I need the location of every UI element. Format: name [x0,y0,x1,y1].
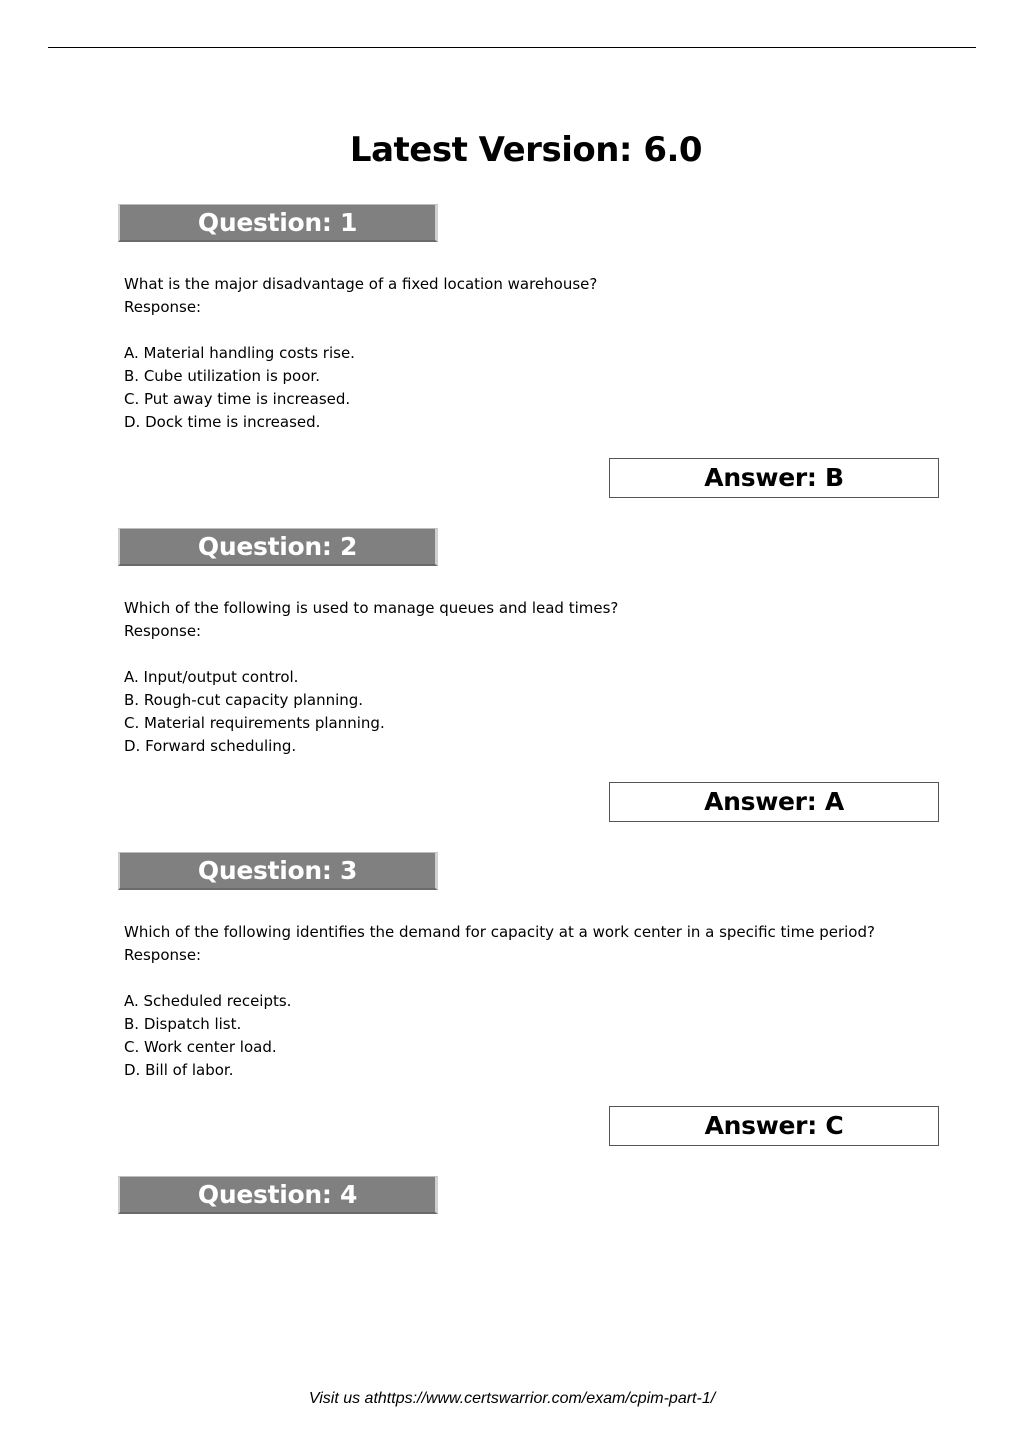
question-1-prompt: What is the major disadvantage of a fixed location warehouse? [124,275,598,293]
question-2-option-a: A. Input/output control. [124,668,299,686]
question-3-header: Question: 3 [118,852,438,890]
question-3-answer: Answer: C [609,1106,939,1146]
question-3-option-c: C. Work center load. [124,1038,277,1056]
question-3-response-label: Response: [124,946,202,964]
top-divider [48,47,976,48]
question-1-answer: Answer: B [609,458,939,498]
question-4-header: Question: 4 [118,1176,438,1214]
question-2-body [124,597,924,758]
question-1-body [124,273,924,434]
question-2-header: Question: 2 [118,528,438,566]
question-1-option-d: D. Dock time is increased. [124,413,321,431]
question-1-option-c: C. Put away time is increased. [124,390,351,408]
question-2-option-b: B. Rough-cut capacity planning. [124,691,364,709]
question-3-prompt: Which of the following identifies the demand for capacity at a work center in a specific time period? [124,923,875,941]
question-1-option-b: B. Cube utilization is poor. [124,367,320,385]
page-title: Latest Version: 6.0 [349,130,703,170]
question-2-option-d: D. Forward scheduling. [124,737,297,755]
question-1-response-label: Response: [124,298,202,316]
question-2-prompt: Which of the following is used to manage queues and lead times? [124,599,619,617]
question-3-option-a: A. Scheduled receipts. [124,992,292,1010]
question-2-answer: Answer: A [609,782,939,822]
question-1-header: Question: 1 [118,204,438,242]
question-3-option-b: B. Dispatch list. [124,1015,242,1033]
question-2-option-c: C. Material requirements planning. [124,714,385,732]
question-3-option-d: D. Bill of labor. [124,1061,234,1079]
footer-visit-link[interactable]: Visit us athttps://www.certswarrior.com/exam/cpim-part-1/ [308,1390,716,1407]
question-3-body [124,921,924,1082]
question-1-option-a: A. Material handling costs rise. [124,344,355,362]
question-2-response-label: Response: [124,622,202,640]
